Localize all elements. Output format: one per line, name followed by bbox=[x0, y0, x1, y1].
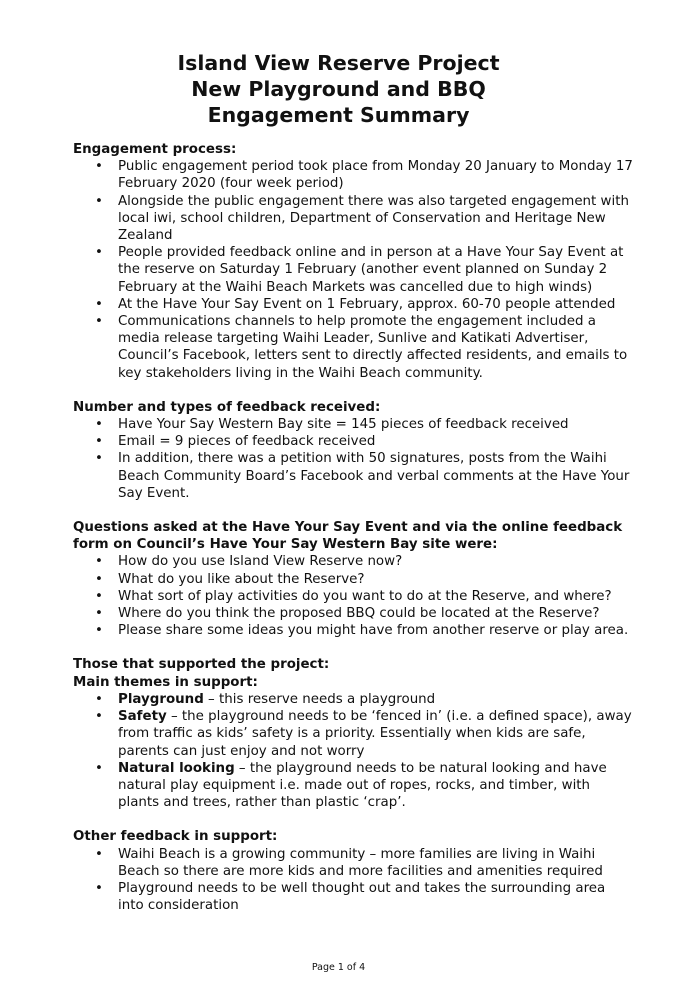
questions-heading: Questions asked at the Have Your Say Event and via the online feedback form on Council’s Have Your Say Western Bay site were: bbox=[73, 520, 623, 553]
page-number: Page 1 of 4 bbox=[311, 962, 366, 973]
bullet-icon: • bbox=[95, 606, 103, 622]
support-heading: Those that supported the project: bbox=[73, 657, 330, 673]
list-item: • In addition, there was a petition with 50 signatures, posts from the Waihi Beach Community Board’s Facebook and verbal comments at the Have Your Say Event. bbox=[95, 451, 630, 501]
bullet-icon: • bbox=[95, 417, 103, 433]
bullet-icon: • bbox=[95, 554, 103, 570]
other-support-list bbox=[73, 846, 633, 915]
list-item: • Public engagement period took place from Monday 20 January to Monday 17 February 2020 (four week period) bbox=[95, 159, 633, 192]
bullet-icon: • bbox=[95, 709, 103, 725]
title-line-2: New Playground and BBQ bbox=[191, 77, 486, 101]
bullet-icon: • bbox=[95, 880, 103, 896]
bullet-icon: • bbox=[95, 296, 103, 312]
bullet-icon: • bbox=[95, 691, 103, 707]
list-item: • At the Have Your Say Event on 1 February, approx. 60-70 people attended bbox=[95, 296, 616, 312]
bullet-icon: • bbox=[95, 434, 103, 450]
list-item: • How do you use Island View Reserve now? bbox=[95, 554, 403, 570]
support-themes-list bbox=[73, 691, 633, 811]
list-item: • People provided feedback online and in person at a Have Your Say Event at the reserve on Saturday 1 February (another event planned on Sunday 2 February at the Waihi Beach Markets was cancelled due to high winds) bbox=[95, 245, 624, 295]
list-item: • What do you like about the Reserve? bbox=[95, 571, 365, 587]
list-item: • Safety – the playground needs to be ‘fenced in’ (i.e. a defined space), away from traffic as kids’ safety is a priority. Essentially when kids are safe, parents can just enjoy and not worry bbox=[95, 709, 632, 759]
theme-term: Natural looking bbox=[118, 760, 235, 776]
title-line-1: Island View Reserve Project bbox=[177, 51, 500, 75]
list-item: • Have Your Say Western Bay site = 145 pieces of feedback received bbox=[95, 417, 569, 433]
list-item: • Communications channels to help promote the engagement included a media release targeting Waihi Leader, Sunlive and Katikati Advertiser, Council’s Facebook, letters sent to directly affected residents, and emails to key stakeholders living in the Waihi Beach community. bbox=[95, 314, 628, 381]
other-support-heading: Other feedback in support: bbox=[73, 829, 278, 845]
feedback-count-heading: Number and types of feedback received: bbox=[73, 399, 381, 415]
feedback-count-list bbox=[73, 416, 633, 502]
bullet-icon: • bbox=[95, 451, 103, 467]
list-item: • Please share some ideas you might have from another reserve or play area. bbox=[95, 623, 629, 639]
bullet-icon: • bbox=[95, 314, 103, 330]
list-item: • Playground needs to be well thought out and takes the surrounding area into consideration bbox=[95, 880, 606, 914]
bullet-icon: • bbox=[95, 245, 103, 261]
bullet-icon: • bbox=[95, 193, 103, 209]
list-item: • Where do you think the proposed BBQ could be located at the Reserve? bbox=[95, 606, 600, 622]
bullet-icon: • bbox=[95, 588, 103, 604]
bullet-icon: • bbox=[95, 760, 103, 776]
support-subheading: Main themes in support: bbox=[73, 674, 258, 690]
questions-list bbox=[73, 553, 633, 639]
list-item: • Natural looking – the playground needs to be natural looking and have natural play equipment i.e. made out of ropes, rocks, and timber, with plants and trees, rather than plastic ‘crap’. bbox=[95, 760, 607, 811]
engagement-heading: Engagement process: bbox=[73, 142, 237, 157]
list-item: • Playground – this reserve needs a playground bbox=[95, 691, 436, 707]
bullet-icon: • bbox=[95, 159, 103, 175]
list-item: • Waihi Beach is a growing community – more families are living in Waihi Beach so there are more kids and more facilities and amenities required bbox=[95, 846, 603, 879]
document-body bbox=[73, 141, 633, 914]
theme-term: Playground bbox=[118, 691, 204, 707]
theme-term: Safety bbox=[118, 709, 167, 725]
list-item: • Email = 9 pieces of feedback received bbox=[95, 434, 376, 450]
bullet-icon: • bbox=[95, 846, 103, 862]
title-line-3: Engagement Summary bbox=[207, 103, 470, 127]
list-item: • What sort of play activities do you want to do at the Reserve, and where? bbox=[95, 588, 612, 604]
list-item: • Alongside the public engagement there was also targeted engagement with local iwi, school children, Department of Conservation and Heritage New Zealand bbox=[95, 193, 629, 244]
engagement-list bbox=[73, 158, 633, 382]
document-title bbox=[0, 50, 677, 128]
bullet-icon: • bbox=[95, 571, 103, 587]
bullet-icon: • bbox=[95, 623, 103, 639]
